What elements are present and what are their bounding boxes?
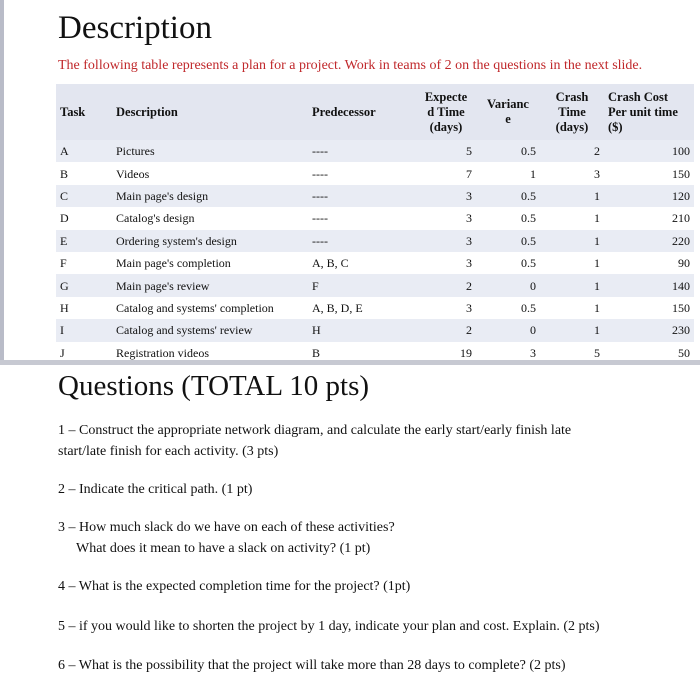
cell-variance: 0: [530, 278, 536, 293]
cell-expected: 19: [460, 345, 472, 360]
cell-variance: 0.5: [521, 188, 536, 203]
cell-task: B: [60, 166, 69, 181]
cell-expected: 3: [466, 188, 472, 203]
question-4-line-1: 4 – What is the expected completion time for the project? (1pt): [58, 579, 411, 594]
table-header-row: [56, 84, 694, 140]
header-expected-time: [416, 84, 476, 140]
cell-cost: 140: [672, 278, 690, 293]
question-2-line-1: 2 – Indicate the critical path. (1 pt): [58, 482, 253, 497]
cell-description: Catalog and systems' completion: [116, 300, 274, 315]
cell-predecessor: ----: [312, 233, 328, 248]
cell-task: E: [60, 233, 68, 248]
table-body: [56, 140, 694, 364]
slide-subtitle: The following table represents a plan for a project. Work in teams of 2 on the questions in the next slide.: [58, 58, 643, 73]
table-row: [56, 230, 694, 252]
cell-predecessor: A, B, C: [312, 256, 349, 271]
cell-crash: 1: [594, 278, 600, 293]
header-description: Description: [116, 104, 178, 119]
table-row: [56, 207, 694, 229]
cell-predecessor: H: [312, 323, 321, 338]
header-crash-line-2: Time: [558, 104, 586, 119]
header-crash-line-3: (days): [555, 119, 589, 134]
cell-description: Ordering system's design: [116, 233, 237, 248]
cell-cost: 230: [672, 323, 690, 338]
cell-description: Catalog and systems' review: [116, 323, 253, 338]
slide-divider: [0, 360, 700, 365]
cell-cost: 150: [672, 166, 690, 181]
project-plan-table: [56, 84, 694, 364]
cell-predecessor: A, B, D, E: [312, 300, 363, 315]
cell-predecessor: ----: [312, 188, 328, 203]
slide-side-bar: [0, 0, 4, 362]
question-6: [58, 655, 566, 676]
cell-cost: 210: [672, 211, 690, 226]
cell-crash: 1: [594, 188, 600, 203]
question-1-line-2: start/late finish for each activity. (3 pts): [58, 444, 279, 459]
cell-predecessor: ----: [312, 144, 328, 159]
header-cost-line-3: ($): [608, 119, 623, 134]
cell-predecessor: ----: [312, 211, 328, 226]
cell-expected: 5: [466, 144, 472, 159]
cell-crash: 1: [594, 211, 600, 226]
cell-variance: 0.5: [521, 300, 536, 315]
cell-crash: 2: [594, 144, 600, 159]
table-row: [56, 140, 694, 162]
header-cost-line-1: Crash Cost: [608, 89, 669, 104]
cell-crash: 3: [594, 166, 600, 181]
cell-task: D: [60, 211, 69, 226]
header-predecessor: Predecessor: [312, 104, 376, 119]
cell-description: Main page's completion: [116, 256, 231, 271]
table-row: [56, 252, 694, 274]
header-task: Task: [60, 104, 86, 119]
question-6-line-1: 6 – What is the possibility that the project will take more than 28 days to complete? (2 pts): [58, 658, 566, 673]
header-crash-cost: [604, 84, 694, 140]
cell-task: J: [60, 345, 65, 360]
table-row: [56, 185, 694, 207]
cell-crash: 1: [594, 323, 600, 338]
cell-predecessor: F: [312, 278, 319, 293]
cell-cost: 150: [672, 300, 690, 315]
cell-description: Main page's design: [116, 188, 209, 203]
cell-expected: 2: [466, 278, 472, 293]
table-row: [56, 162, 694, 184]
cell-variance: 0.5: [521, 256, 536, 271]
cell-task: C: [60, 188, 69, 203]
cell-crash: 1: [594, 256, 600, 271]
cell-variance: 0.5: [521, 211, 536, 226]
question-2: [58, 479, 252, 500]
header-variance-line-2: e: [505, 112, 511, 126]
header-expected-line-2: d Time: [427, 104, 465, 119]
cell-crash: 1: [594, 300, 600, 315]
cell-variance: 3: [530, 345, 536, 360]
cell-cost: 50: [678, 345, 690, 360]
cell-task: H: [60, 300, 69, 315]
cell-description: Pictures: [116, 144, 155, 159]
cell-description: Registration videos: [116, 345, 209, 360]
cell-crash: 1: [594, 233, 600, 248]
cell-predecessor: B: [312, 345, 321, 360]
table-row: [56, 297, 694, 319]
question-3-line-1: 3 – How much slack do we have on each of these activities?: [58, 520, 395, 535]
table-row: [56, 274, 694, 296]
question-3-line-2: What does it mean to have a slack on activity? (1 pt): [76, 541, 371, 556]
cell-task: F: [60, 256, 67, 271]
cell-variance: 0.5: [521, 144, 536, 159]
page-title: Description: [58, 10, 212, 46]
cell-cost: 220: [672, 233, 690, 248]
cell-task: G: [60, 278, 69, 293]
cell-description: Catalog's design: [116, 211, 195, 226]
question-1-line-1: 1 – Construct the appropriate network diagram, and calculate the early start/early finish late: [58, 423, 572, 438]
cell-variance: 0.5: [521, 233, 536, 248]
cell-predecessor: ----: [312, 166, 328, 181]
header-cost-line-2: Per unit time: [608, 104, 678, 119]
cell-expected: 3: [466, 256, 472, 271]
cell-expected: 2: [466, 323, 472, 338]
question-4: [58, 576, 410, 597]
question-5-line-1: 5 – if you would like to shorten the project by 1 day, indicate your plan and cost. Explain. (2 pts): [58, 619, 600, 634]
cell-expected: 3: [466, 211, 472, 226]
cell-task: I: [60, 323, 64, 338]
header-crash-time: [540, 84, 604, 140]
cell-variance: 1: [530, 166, 536, 181]
header-expected-line-1: Expecte: [424, 89, 468, 104]
cell-cost: 120: [672, 188, 690, 203]
table-row: [56, 319, 694, 341]
header-variance-line-1: Varianc: [487, 97, 529, 111]
cell-description: Main page's review: [116, 278, 210, 293]
header-variance: [476, 84, 540, 140]
questions-title: Questions (TOTAL 10 pts): [58, 370, 370, 402]
cell-cost: 100: [672, 144, 690, 159]
cell-expected: 7: [466, 166, 472, 181]
question-1: [58, 420, 571, 462]
question-5: [58, 616, 599, 637]
cell-task: A: [60, 144, 69, 159]
cell-expected: 3: [466, 233, 472, 248]
header-expected-line-3: (days): [429, 119, 463, 134]
cell-description: Videos: [116, 166, 150, 181]
cell-expected: 3: [466, 300, 472, 315]
cell-crash: 5: [594, 345, 600, 360]
cell-cost: 90: [678, 256, 690, 271]
question-3: [58, 517, 395, 559]
header-crash-line-1: Crash: [555, 89, 589, 104]
cell-variance: 0: [530, 323, 536, 338]
